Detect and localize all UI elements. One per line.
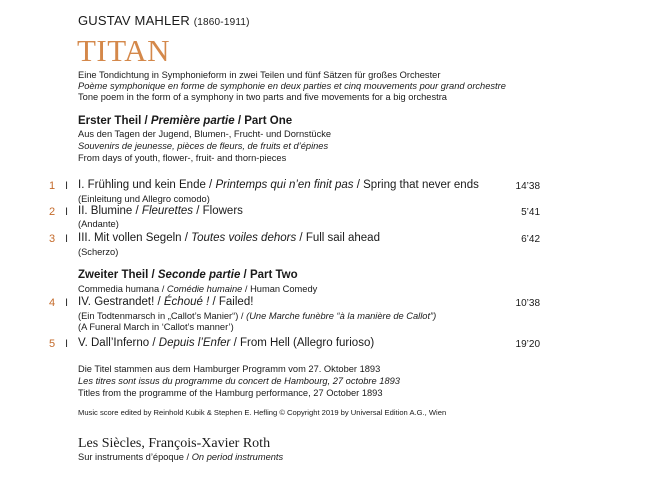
track-divider: I <box>65 297 69 309</box>
separator: / <box>148 269 158 281</box>
track-title-de: I. Frühling und kein Ende <box>78 179 206 191</box>
subtitle-de: Eine Tondichtung in Symphonieform in zwei Teilen und fünf Sätzen für großes Orchester <box>78 70 441 80</box>
part-two-de: Zweiter Theil <box>78 269 149 281</box>
separator: / <box>183 452 192 462</box>
track-duration: 5’41 <box>521 207 540 218</box>
track-note-de: (Ein Todtenmarsch in „Callot’s Manier“) <box>78 311 239 321</box>
part-one-heading <box>78 115 292 127</box>
separator: / <box>353 179 364 191</box>
track-title <box>78 179 479 191</box>
composer-name <box>78 13 250 28</box>
separator: / <box>238 311 247 321</box>
separator: / <box>296 232 306 244</box>
track-title-fr: Échoué ! <box>163 296 210 308</box>
track-title-de: III. Mit vollen Segeln <box>78 232 182 244</box>
track-note: (Einleitung und Allegro comodo) <box>78 194 210 204</box>
part-two-desc-a: Commedia humana <box>78 284 160 294</box>
performers: Les Siècles, François-Xavier Roth <box>78 436 271 451</box>
track-title-de: II. Blumine <box>78 205 133 217</box>
separator: / <box>154 296 164 308</box>
separator: / <box>234 115 245 127</box>
separator: / <box>132 205 142 217</box>
part-one-desc-de: Aus den Tagen der Jugend, Blumen-, Frucht- und Dornstücke <box>78 129 332 139</box>
track-title-fr: Toutes voiles dehors <box>191 232 297 244</box>
separator: / <box>141 115 151 127</box>
track-number: 1 <box>49 180 56 192</box>
instruments-fr: Sur instruments d’époque <box>78 452 184 462</box>
separator: / <box>205 179 216 191</box>
part-one-desc-en: From days of youth, flower-, fruit- and thorn-pieces <box>78 153 287 163</box>
track-note-fr: (Une Marche funèbre “à la manière de Callot”) <box>246 311 437 321</box>
subtitle-en: Tone poem in the form of a symphony in two parts and five movements for a big orchestra <box>78 92 447 102</box>
part-one-desc-fr: Souvenirs de jeunesse, pièces de fleurs, de fruits et d’épines <box>78 141 329 151</box>
track-title <box>78 232 380 244</box>
track-divider: I <box>65 233 69 245</box>
track-divider: I <box>65 338 69 350</box>
separator: / <box>209 296 219 308</box>
track-number: 4 <box>49 297 56 309</box>
work-title: TITAN <box>77 33 170 68</box>
track-note <box>78 311 436 321</box>
track-note: (Andante) <box>78 219 119 229</box>
part-two-desc-b: Comédie humaine <box>166 284 243 294</box>
part-one-en: Part One <box>244 115 293 127</box>
part-two-desc <box>78 284 317 294</box>
track-title-en: Spring that never ends <box>363 179 479 191</box>
separator: / <box>230 337 240 349</box>
track-duration: 6’42 <box>521 234 540 245</box>
source-note-en: Titles from the programme of the Hamburg performance, 27 October 1893 <box>78 388 383 398</box>
instruments-note <box>78 452 283 462</box>
track-note-en: (A Funeral March in ‘Callot’s manner’) <box>78 322 234 332</box>
track-title-de: IV. Gestrandet! <box>78 296 155 308</box>
track-note: (Scherzo) <box>78 247 119 257</box>
part-two-fr: Seconde partie <box>157 269 241 281</box>
track-duration: 19’20 <box>515 339 540 350</box>
track-title-fr: Fleurettes <box>141 205 194 217</box>
track-title <box>78 337 374 349</box>
part-two-en: Part Two <box>249 269 298 281</box>
track-number: 3 <box>49 233 56 245</box>
track-title-en: From Hell (Allegro furioso) <box>239 337 375 349</box>
copyright-credit: Music score edited by Reinhold Kubik & Stephen E. Hefling © Copyright 2019 by Universal Edition A.G., Wien <box>78 408 447 417</box>
instruments-en: On period instruments <box>191 452 284 462</box>
composer-dates: (1860-1911) <box>193 17 250 28</box>
track-number: 5 <box>49 338 56 350</box>
track-title-fr: Printemps qui n’en finit pas <box>215 179 354 191</box>
separator: / <box>242 284 251 294</box>
track-duration: 14’38 <box>515 181 540 192</box>
separator: / <box>193 205 203 217</box>
subtitle-fr: Poème symphonique en forme de symphonie en deux parties et cinq mouvements pour grand orchestre <box>78 81 506 91</box>
track-duration: 10’38 <box>515 298 540 309</box>
track-divider: I <box>65 206 69 218</box>
track-title-en: Failed! <box>218 296 254 308</box>
separator: / <box>240 269 250 281</box>
track-title <box>78 205 243 217</box>
track-title-en: Full sail ahead <box>305 232 380 244</box>
track-title-de: V. Dall’Inferno <box>78 337 150 349</box>
part-two-heading <box>78 269 298 281</box>
separator: / <box>149 337 159 349</box>
separator: / <box>181 232 192 244</box>
source-note-de: Die Titel stammen aus dem Hamburger Programm vom 27. Oktober 1893 <box>78 364 381 374</box>
track-title-en: Flowers <box>202 205 243 217</box>
track-title-fr: Depuis l’Enfer <box>158 337 231 349</box>
part-one-de: Erster Theil <box>78 115 142 127</box>
composer-label: GUSTAV MAHLER <box>78 13 190 28</box>
track-divider: I <box>65 180 69 192</box>
source-note-fr: Les titres sont issus du programme du concert de Hambourg, 27 octobre 1893 <box>78 376 400 386</box>
track-title <box>78 296 253 308</box>
track-number: 2 <box>49 206 56 218</box>
part-two-desc-c: Human Comedy <box>250 284 318 294</box>
part-one-fr: Première partie <box>150 115 235 127</box>
separator: / <box>159 284 167 294</box>
